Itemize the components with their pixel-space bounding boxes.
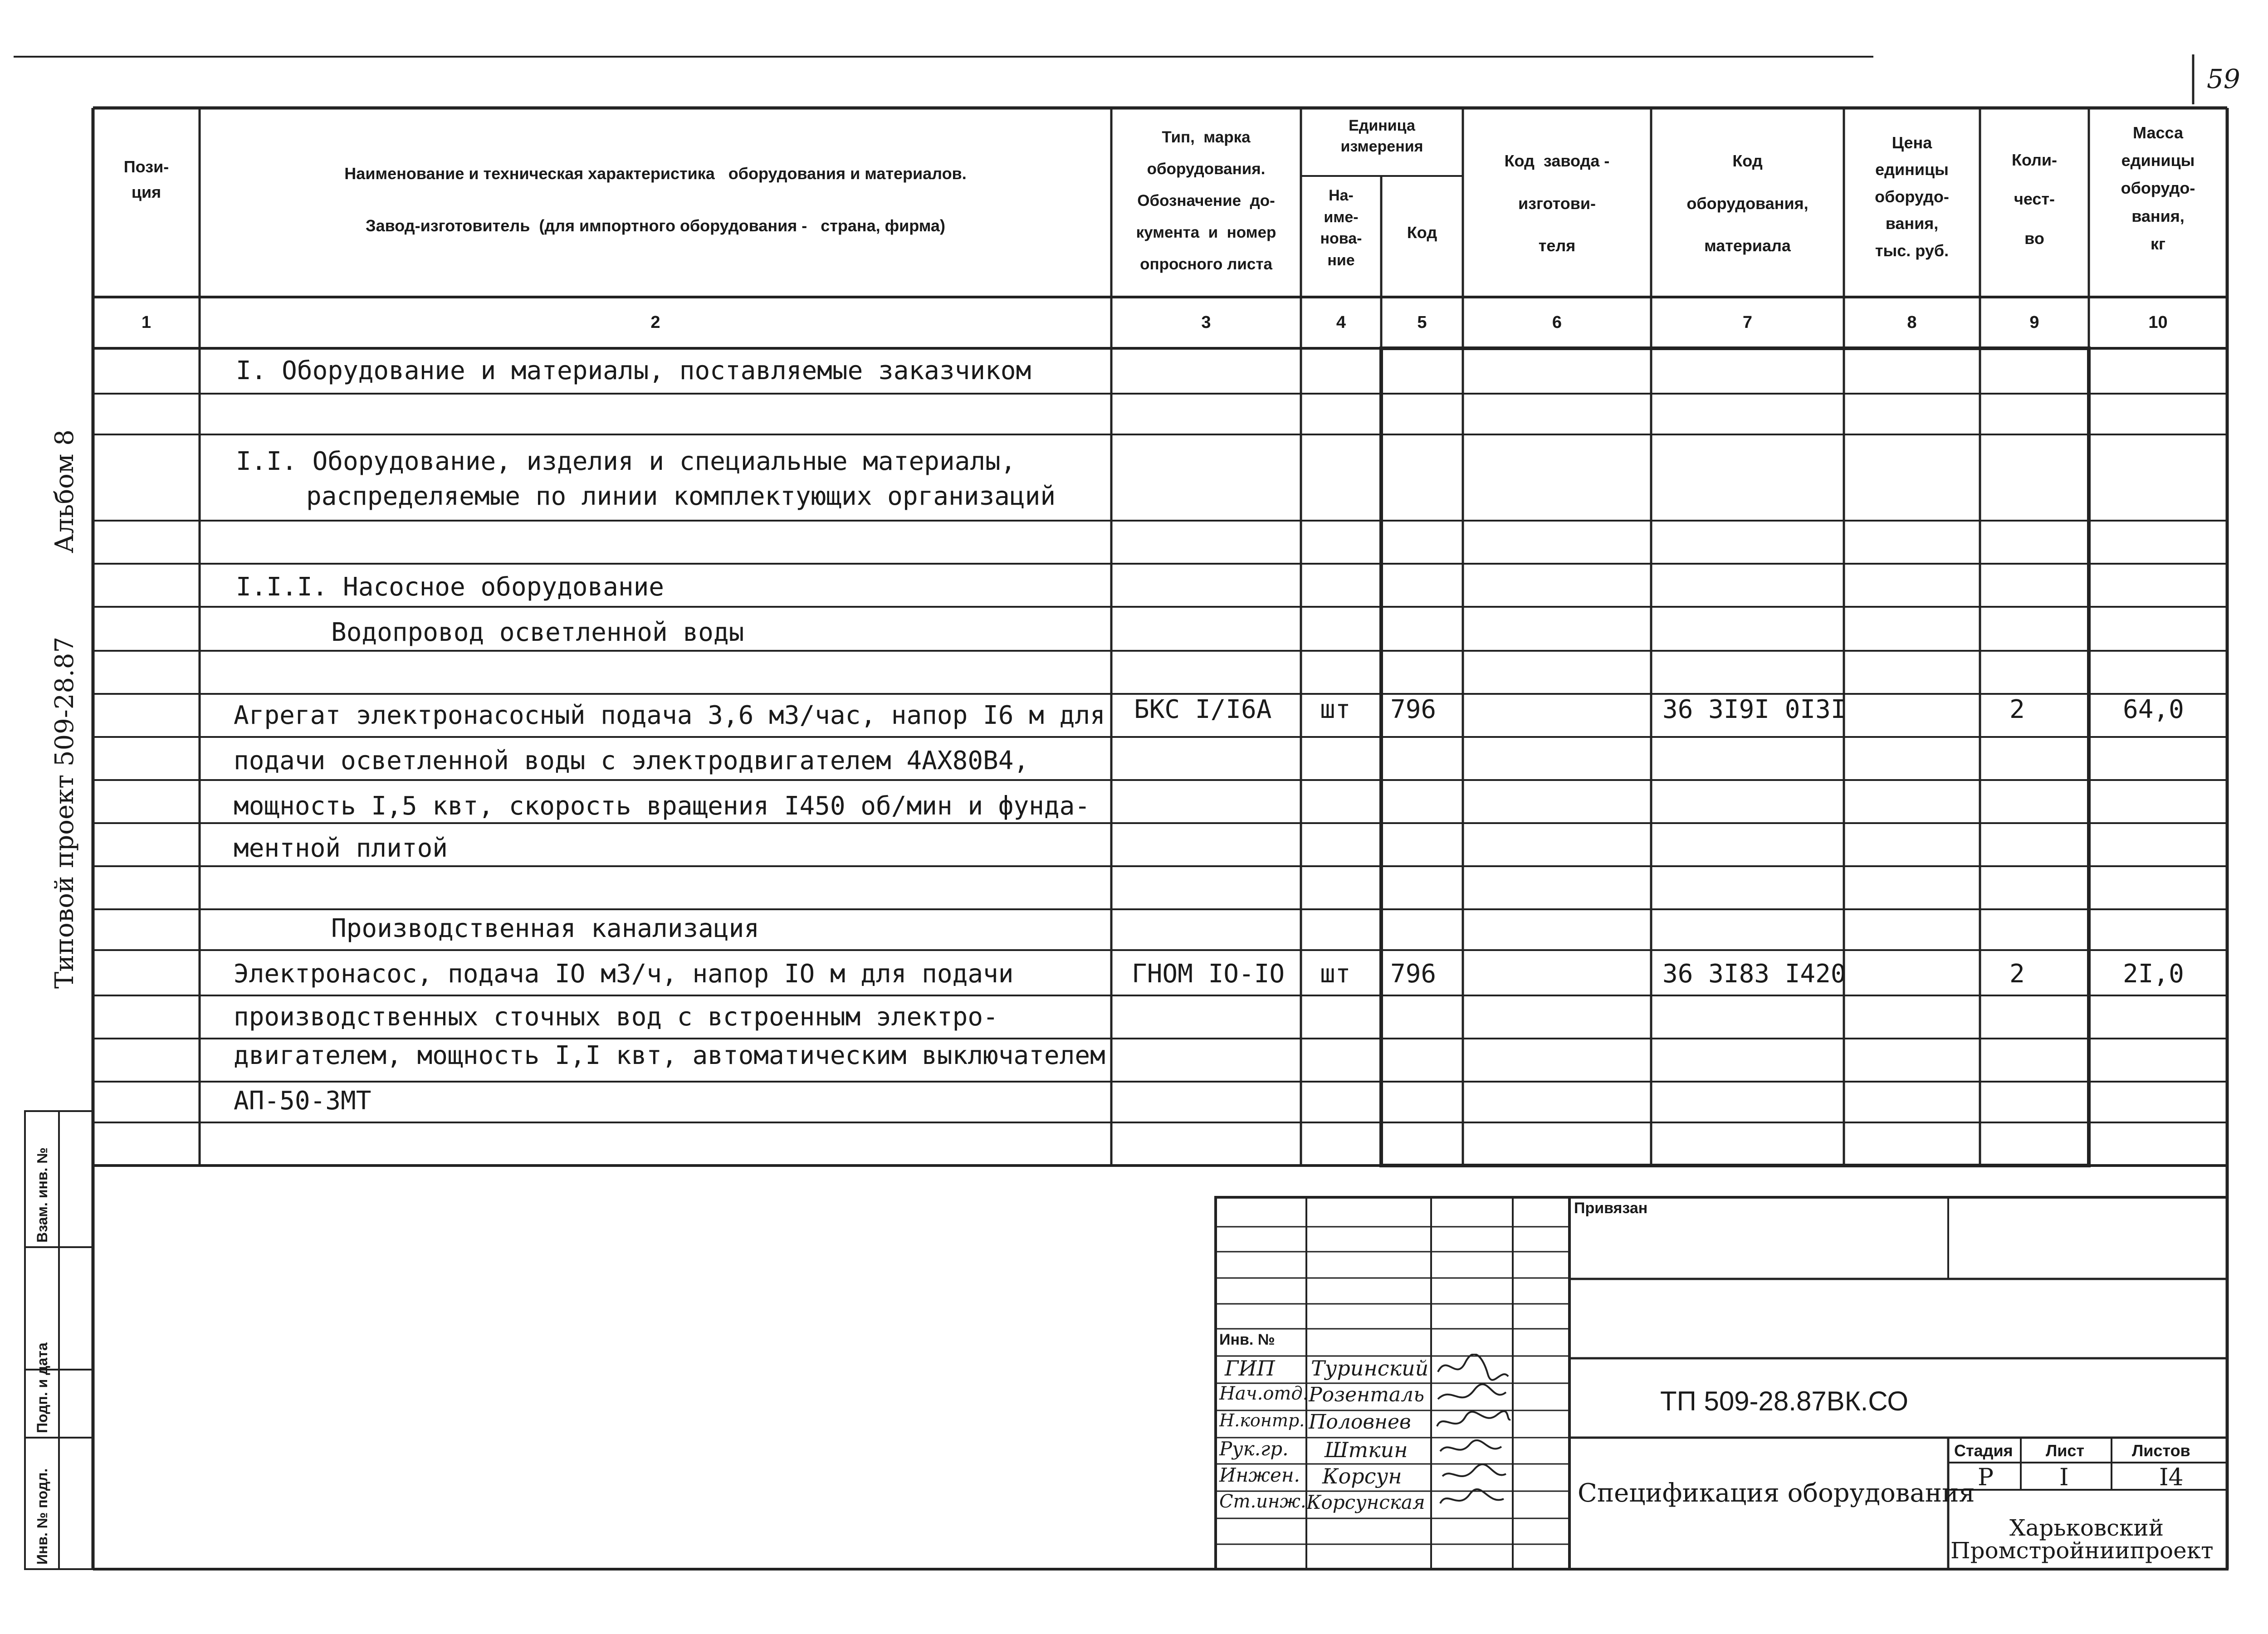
signatures [1433, 1354, 1513, 1517]
row-unit-2: шт [1320, 959, 1351, 989]
table-row: Электронасос, подача IO м3/ч, напор IO м для подачи [234, 959, 1014, 989]
header-position: Пози- ция [123, 157, 169, 201]
col-number-9: 9 [2029, 313, 2039, 332]
table-row: производственных сточных вод с встроенным электро- [234, 1002, 998, 1032]
header-type: Тип, марка оборудования. Обозначение до- кумента и номер опросного листа [1136, 128, 1276, 273]
header-price: Цена единицы оборудо- вания, тыс. руб. [1875, 133, 1949, 260]
staff-name: Шткин [1325, 1438, 1408, 1462]
col-number-10: 10 [2148, 313, 2168, 332]
staff-role: Н.контр. [1219, 1410, 1305, 1430]
row-equipment-code-2: 36 3I83 I420 [1662, 959, 1846, 989]
table-row: I. Оборудование и материалы, поставляемые заказчиком [236, 356, 1031, 385]
header-quantity: Коли- чест- во [2011, 151, 2058, 248]
row-mass-2: 2I,0 [2123, 959, 2184, 989]
row-quantity-2: 2 [2009, 959, 2025, 989]
staff-name: Корсунская [1306, 1491, 1425, 1513]
staff-role: Ст.инж. [1219, 1491, 1306, 1512]
inv-no-label: Инв. № [1219, 1331, 1275, 1348]
staff-role: Инжен. [1219, 1464, 1300, 1486]
staff-name: Половнев [1309, 1410, 1411, 1434]
col-number-4: 4 [1336, 313, 1346, 332]
table-row: I.I.I. Насосное оборудование [236, 572, 665, 602]
header-equipment-code: Код оборудования, материала [1686, 151, 1809, 255]
col-number-2: 2 [650, 313, 660, 332]
staff-role: Рук.гр. [1219, 1438, 1289, 1460]
row-unit-code-2: 796 [1390, 959, 1437, 989]
table-row: распределяемые по линии комплектующих организаций [306, 482, 1056, 511]
header-factory-code: Код завода - изготови- теля [1504, 151, 1610, 255]
staff-name: Туринский [1311, 1356, 1429, 1380]
table-row: АП-50-3МТ [234, 1086, 371, 1116]
col-number-7: 7 [1742, 313, 1753, 332]
staff-name: Корсун [1322, 1464, 1402, 1488]
side-album: Альбом 8 [50, 429, 79, 553]
table-row: Производственная канализация [331, 914, 760, 943]
col-number-1: 1 [141, 313, 152, 332]
row-type-2: ГНОМ IO-IO [1132, 959, 1285, 989]
table-row: I.I. Оборудование, изделия и специальные материалы, [236, 447, 1016, 476]
header-unit-code: Код [1407, 223, 1437, 242]
row-equipment-code-1: 36 3I9I 0I3I [1662, 695, 1846, 724]
staff-role: Нач.отд. [1219, 1383, 1309, 1404]
col-number-8: 8 [1907, 313, 1917, 332]
doc-code: ТП 509-28.87ВК.СО [1660, 1386, 1909, 1416]
table-row: Водопровод осветленной воды [331, 618, 744, 647]
stage-value: Р [1978, 1464, 1994, 1491]
sheet-value: I [2059, 1464, 2069, 1491]
staff-name: Розенталь [1309, 1383, 1425, 1406]
org-name-line1: Харьковский [2009, 1515, 2164, 1541]
header-unit-name: На- име- нова- ние [1320, 187, 1362, 269]
org-name-line2: Промстройниипроект [1950, 1537, 2214, 1564]
staff-role: ГИП [1225, 1356, 1275, 1380]
side-stamp-inv: Инв. № подл. [34, 1468, 50, 1565]
header-name-line2: Завод-изготовитель (для импортного оборудования - страна, фирма) [366, 216, 945, 235]
side-stamp-podp: Подп. и дата [34, 1342, 50, 1433]
row-type-1: БКС I/I6А [1134, 695, 1272, 724]
table-row: двигателем, мощность I,I квт, автоматическим выключателем [234, 1041, 1105, 1070]
table-row: ментной плитой [234, 834, 448, 863]
header-unit: Единица измерения [1340, 117, 1423, 155]
doc-title: Спецификация оборудования [1578, 1478, 1975, 1508]
table-row: подачи осветленной воды с электродвигателем 4АХ80В4, [234, 746, 1029, 776]
header-mass: Масса единицы оборудо- вания, кг [2121, 123, 2195, 253]
sheets-value: I4 [2159, 1464, 2184, 1491]
row-quantity-1: 2 [2009, 695, 2025, 724]
sheets-label: Листов [2132, 1441, 2190, 1460]
col-number-5: 5 [1417, 313, 1427, 332]
row-mass-1: 64,0 [2123, 695, 2184, 724]
header-name-line1: Наименование и техническая характеристика оборудования и материалов. [344, 164, 967, 183]
table-row: мощность I,5 квт, скорость вращения I450 об/мин и фунда- [234, 791, 1090, 821]
row-unit-code-1: 796 [1390, 695, 1437, 724]
page-number: 59 [2207, 63, 2240, 94]
table-row: Агрегат электронасосный подача 3,6 м3/час, напор I6 м для [234, 701, 1105, 730]
side-stamp-vzam: Взам. инв. № [34, 1147, 50, 1243]
sheet-label: Лист [2046, 1441, 2085, 1460]
row-unit-1: шт [1320, 695, 1351, 724]
side-project: Типовой проект 509-28.87 [50, 636, 79, 989]
col-number-6: 6 [1552, 313, 1562, 332]
stage-label: Стадия [1954, 1441, 2013, 1460]
attached-label: Привязан [1574, 1200, 1648, 1217]
col-number-3: 3 [1201, 313, 1211, 332]
